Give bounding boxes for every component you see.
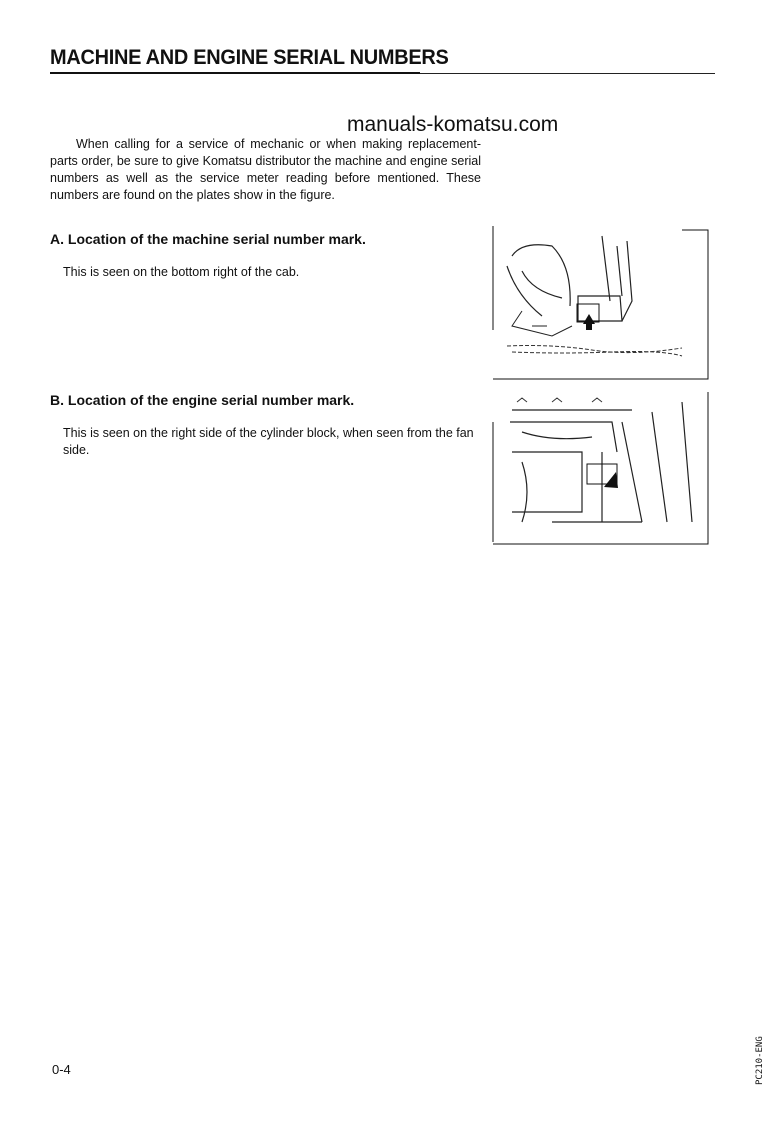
- machine-serial-figure: [492, 226, 710, 382]
- intro-text: When calling for a service of mechanic or when making replacement-parts order, be sure to give Komatsu distributor the machine and engine serial numbers as well as the service meter reading before mentioned. These numbers are found on the plates show in the figure.: [50, 137, 481, 202]
- page-title: MACHINE AND ENGINE SERIAL NUMBERS: [50, 46, 449, 69]
- page-number: 0-4: [52, 1062, 71, 1077]
- intro-paragraph: [50, 136, 481, 204]
- section-b-text: This is seen on the right side of the cylinder block, when seen from the fan side.: [63, 426, 474, 457]
- section-a-text: This is seen on the bottom right of the cab.: [63, 265, 300, 279]
- watermark: manuals-komatsu.com: [347, 113, 559, 136]
- engine-serial-figure: [492, 392, 710, 546]
- document-code: PC210-ENG: [755, 1036, 765, 1085]
- title-underline-bold: [50, 72, 420, 74]
- section-a-heading: A. Location of the machine serial number mark.: [50, 231, 366, 247]
- section-b-heading: B. Location of the engine serial number mark.: [50, 392, 355, 408]
